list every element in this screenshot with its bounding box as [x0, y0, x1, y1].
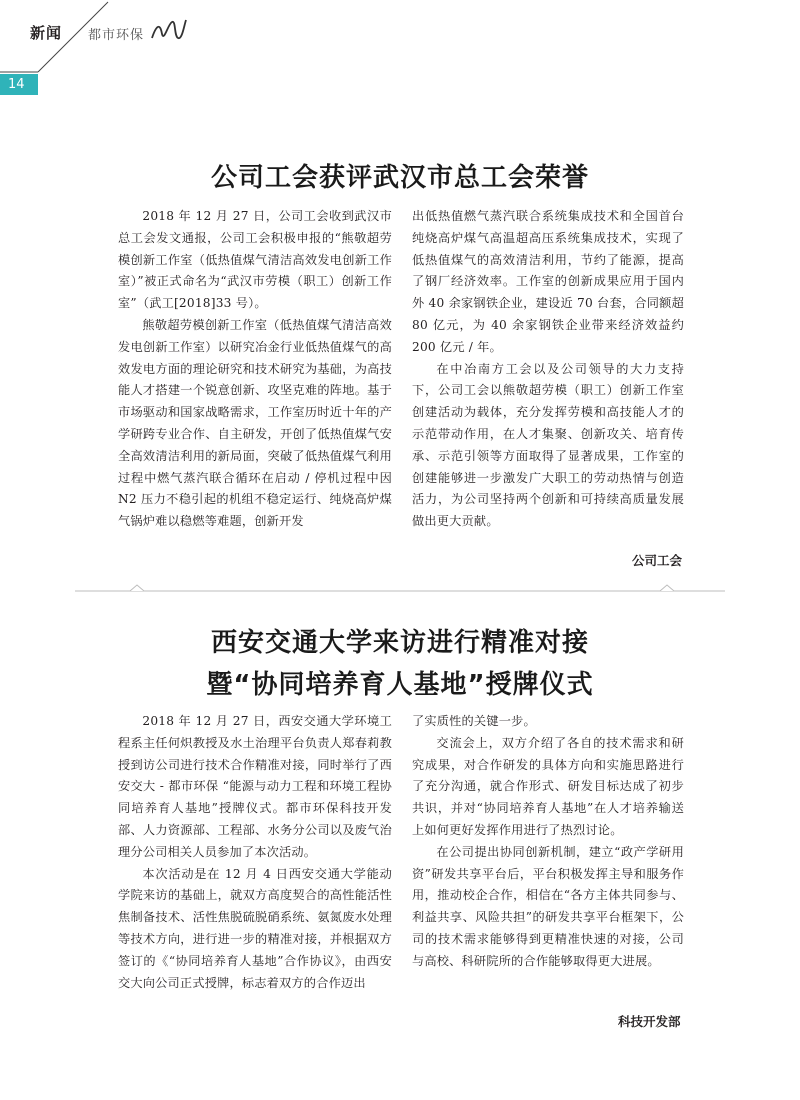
- magazine-logo-icon: [148, 16, 188, 44]
- article1-title: 公司工会获评武汉市总工会荣誉: [210, 163, 589, 193]
- article2-paragraph: 在公司提出协同创新机制，建立“政产学研用资”研发共享平台后，平台积极发挥主导和服务作用，推动校企合作，相信在“各方主体共同参与、利益共享、风险共担”的研发共享平台框架下，公司的技术需求能够得到更精准快速的对接，公司与高校、科研院所的合作能够取得更大进展。: [412, 844, 684, 968]
- article1-author: 公司工会: [632, 553, 683, 568]
- section-divider: [75, 584, 725, 598]
- article2-title-line2: 暨“协同培养育人基地”授牌仪式: [206, 670, 594, 700]
- article1-left-column: [118, 206, 392, 533]
- article2-right-column: [412, 711, 684, 973]
- article1-paragraph: 2018 年 12 月 27 日，公司工会收到武汉市总工会发文通报，公司工会积极申报的“熊敬超劳模创新工作室（低热值煤气清洁高效发电创新工作室）”被正式命名为“武汉市劳模（职工）创新工作室”（武工[2018]33 号）。: [118, 209, 392, 311]
- article2-left-column: [118, 711, 392, 994]
- article2-paragraph: 本次活动是在 12 月 4 日西安交通大学能动学院来访的基础上，就双方高度契合的高性能活性焦制备技术、活性焦脱硫脱硝系统、氨氮废水处理等技术方向，进行进一步的精准对接，并根据双方签订的《“协同培养育人基地”合作协议》，由西安交大向公司正式授牌，标志着双方的合作迈出: [118, 866, 392, 990]
- page-number: 14: [0, 74, 38, 95]
- article2-paragraph: 2018 年 12 月 27 日，西安交通大学环境工程系主任何炽教授及水土治理平台负责人郑春莉教授到访公司进行技术合作精准对接，同时举行了西安交大 - 都市环保 “能源与动力工程和环境工程协同培养育人基地”授牌仪式。都市环保科技开发部、人力资源部、工程部、水务分公司以及废气治理分公司相关人员参加了本次活动。: [118, 714, 392, 859]
- magazine-name: 都市环保: [88, 28, 145, 43]
- article1-paragraph: 出低热值燃气蒸汽联合系统集成技术和全国首台纯烧高炉煤气高温超高压系统集成技术，实现了低热值煤气的高效清洁利用，节约了能源，提高了钢厂经济效率。工作室的创新成果应用于国内外 40 余家钢铁企业，建设近 70 台套，合同额超 80 亿元，为 40 余家钢铁企业带来经济效益约 200 亿元 / 年。: [412, 209, 684, 354]
- article2-title-line1: 西安交通大学来访进行精准对接: [210, 628, 589, 658]
- article2-author: 科技开发部: [618, 1014, 681, 1029]
- article1-paragraph: 在中冶南方工会以及公司领导的大力支持下，公司工会以熊敬超劳模（职工）创新工作室创建活动为载体，充分发挥劳模和高技能人才的示范带动作用，在人才集聚、创新攻关、培育传承、示范引领等方面取得了显著成果，工作室的创建能够进一步激发广大职工的劳动热情与创造活力，为公司坚持两个创新和可持续高质量发展做出更大贡献。: [412, 361, 684, 529]
- article1-paragraph: 熊敬超劳模创新工作室（低热值煤气清洁高效发电创新工作室）以研究冶金行业低热值煤气的高效发电方面的理论研究和技术研究为基础，为高技能人才搭建一个锐意创新、攻坚克难的阵地。基于市场驱动和国家战略需求，工作室历时近十年的产学研跨专业合作、自主研发，开创了低热值煤气安全高效清洁利用的新局面，突破了低热值煤气利用过程中燃气蒸汽联合循环在启动 / 停机过程中因 N2 压力不稳引起的机组不稳定运行、纯烧高炉煤气锅炉难以稳燃等难题，创新开发: [118, 317, 392, 529]
- header-diagonal-line: [0, 0, 800, 110]
- article2-paragraph: 交流会上，双方介绍了各自的技术需求和研究成果，对合作研发的具体方向和实施思路进行了充分沟通，就合作形式、研发目标达成了初步共识，并对“协同培养育人基地”在人才培养输送上如何更好发挥作用进行了热烈讨论。: [412, 735, 684, 837]
- article2-paragraph: 了实质性的关键一步。: [412, 714, 536, 728]
- article1-right-column: [412, 206, 684, 533]
- section-label: 新闻: [30, 24, 63, 42]
